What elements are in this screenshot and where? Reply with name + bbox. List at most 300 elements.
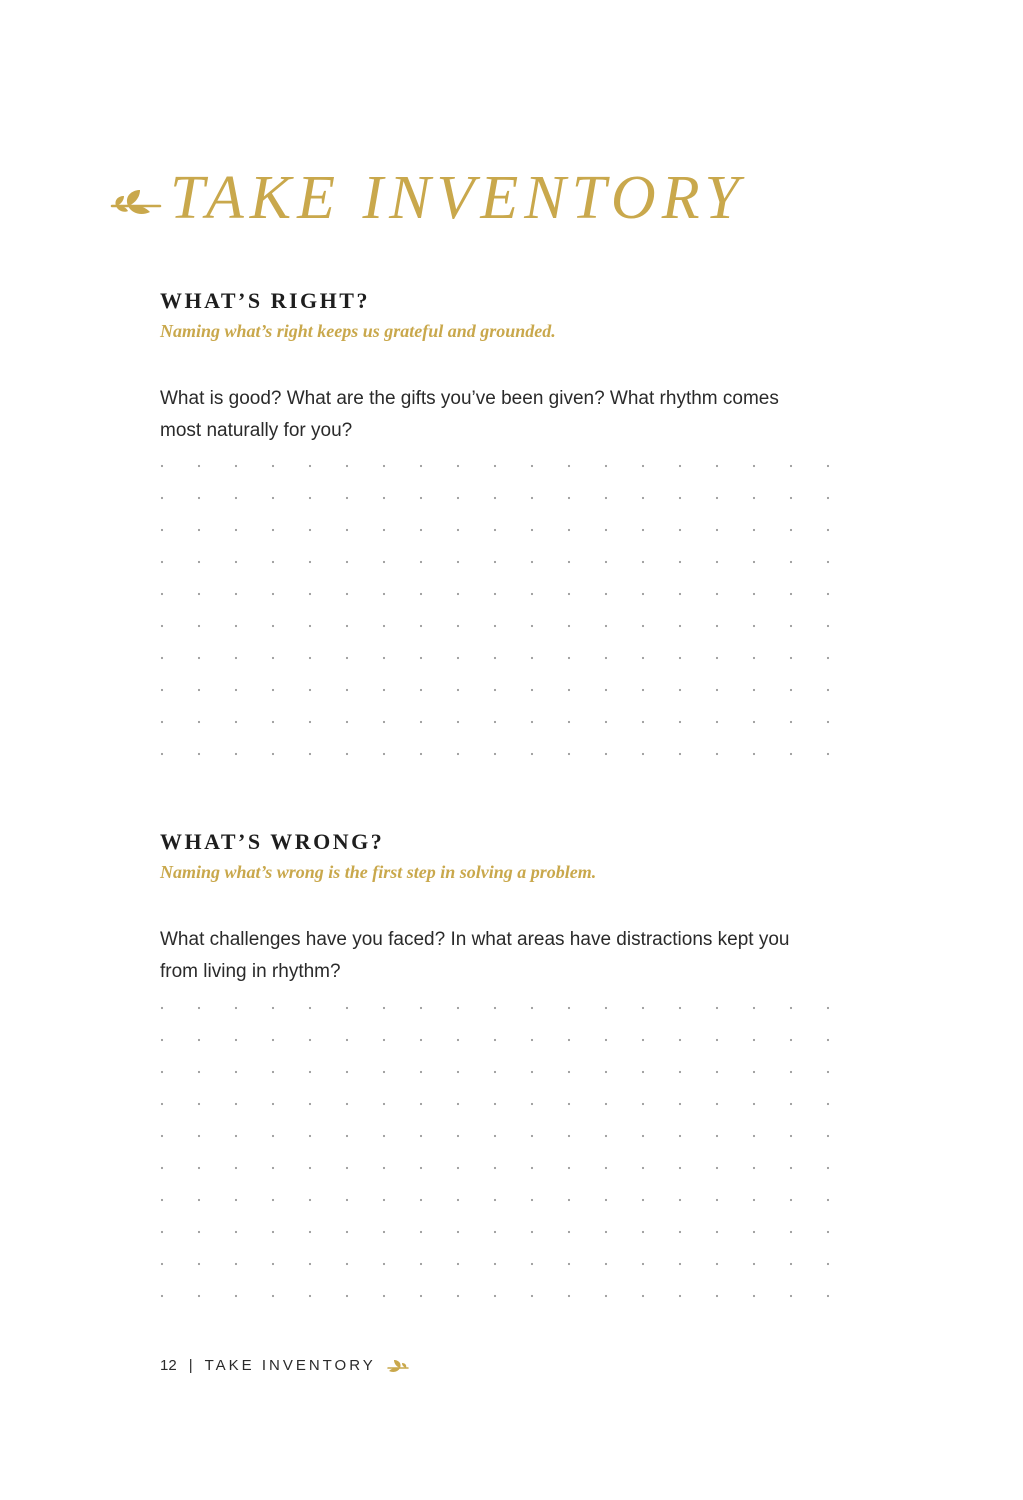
grid-dot	[679, 689, 681, 691]
grid-dot	[494, 497, 496, 499]
leaf-sprig-icon	[386, 1358, 410, 1374]
grid-dot	[420, 561, 422, 563]
grid-dot	[420, 1071, 422, 1073]
grid-dot	[568, 465, 570, 467]
grid-dot	[198, 753, 200, 755]
grid-dot	[161, 1199, 163, 1201]
grid-dot	[309, 1071, 311, 1073]
grid-dot	[272, 1103, 274, 1105]
grid-dot	[272, 529, 274, 531]
grid-dot	[383, 1263, 385, 1265]
grid-dot	[457, 1199, 459, 1201]
grid-dot	[716, 1167, 718, 1169]
grid-dot	[642, 721, 644, 723]
grid-dot	[531, 657, 533, 659]
grid-dot	[531, 721, 533, 723]
grid-dot	[198, 657, 200, 659]
grid-dot	[383, 497, 385, 499]
grid-dot	[346, 1167, 348, 1169]
grid-dot	[642, 561, 644, 563]
grid-dot	[457, 1167, 459, 1169]
grid-dot	[568, 561, 570, 563]
grid-dot	[309, 1199, 311, 1201]
page-header	[110, 158, 745, 238]
grid-dot	[198, 1231, 200, 1233]
grid-dot	[198, 1135, 200, 1137]
grid-dot	[605, 593, 607, 595]
grid-dot	[605, 561, 607, 563]
grid-dot	[494, 657, 496, 659]
grid-dot	[790, 625, 792, 627]
grid-dot	[605, 1039, 607, 1041]
grid-dot	[753, 1167, 755, 1169]
grid-dot	[568, 1167, 570, 1169]
grid-dot	[790, 561, 792, 563]
grid-dot	[679, 625, 681, 627]
section-whats-wrong	[160, 829, 860, 982]
running-title: TAKE INVENTORY	[204, 1357, 376, 1374]
grid-dot	[605, 1199, 607, 1201]
grid-dot	[457, 721, 459, 723]
grid-dot	[457, 529, 459, 531]
grid-dot	[753, 1135, 755, 1137]
grid-dot	[716, 593, 718, 595]
grid-dot	[346, 593, 348, 595]
grid-dot	[753, 689, 755, 691]
grid-dot	[309, 1167, 311, 1169]
grid-dot	[753, 465, 755, 467]
grid-dot	[716, 1007, 718, 1009]
grid-dot	[198, 593, 200, 595]
grid-dot	[235, 529, 237, 531]
grid-dot	[346, 529, 348, 531]
grid-dot	[457, 625, 459, 627]
grid-dot	[494, 1263, 496, 1265]
grid-dot	[679, 1103, 681, 1105]
grid-dot	[568, 1295, 570, 1297]
grid-dot	[235, 1295, 237, 1297]
grid-dot	[531, 1231, 533, 1233]
grid-dot	[827, 1039, 829, 1041]
grid-dot	[716, 497, 718, 499]
grid-dot	[531, 1263, 533, 1265]
grid-dot	[642, 657, 644, 659]
grid-dot	[642, 1199, 644, 1201]
grid-dot	[161, 1007, 163, 1009]
grid-dot	[235, 593, 237, 595]
grid-dot	[235, 657, 237, 659]
grid-dot	[605, 465, 607, 467]
grid-dot	[198, 625, 200, 627]
grid-dot	[161, 1135, 163, 1137]
grid-dot	[790, 1231, 792, 1233]
grid-dot	[272, 497, 274, 499]
grid-dot	[531, 689, 533, 691]
grid-dot	[198, 1167, 200, 1169]
grid-dot	[716, 1103, 718, 1105]
grid-dot	[383, 1039, 385, 1041]
grid-dot	[494, 721, 496, 723]
grid-dot	[420, 529, 422, 531]
grid-dot	[235, 721, 237, 723]
grid-dot	[605, 1071, 607, 1073]
grid-dot	[790, 1135, 792, 1137]
grid-dot	[494, 529, 496, 531]
section-subtitle: Naming what’s wrong is the first step in solving a problem.	[160, 862, 597, 883]
grid-dot	[309, 593, 311, 595]
grid-dot	[790, 689, 792, 691]
grid-dot	[531, 753, 533, 755]
grid-dot	[420, 465, 422, 467]
grid-dot	[420, 753, 422, 755]
grid-dot	[753, 561, 755, 563]
grid-dot	[679, 657, 681, 659]
grid-dot	[161, 1263, 163, 1265]
grid-dot	[605, 529, 607, 531]
grid-dot	[642, 753, 644, 755]
grid-dot	[494, 1135, 496, 1137]
grid-dot	[346, 721, 348, 723]
grid-dot	[272, 561, 274, 563]
grid-dot	[753, 1007, 755, 1009]
grid-dot	[494, 1295, 496, 1297]
grid-dot	[568, 497, 570, 499]
grid-dot	[679, 529, 681, 531]
grid-dot	[457, 1135, 459, 1137]
grid-dot	[531, 1039, 533, 1041]
grid-dot	[568, 1039, 570, 1041]
grid-dot	[679, 1231, 681, 1233]
section-whats-right	[160, 288, 860, 441]
grid-dot	[457, 593, 459, 595]
grid-dot	[383, 625, 385, 627]
grid-dot	[605, 1167, 607, 1169]
grid-dot	[642, 497, 644, 499]
grid-dot	[716, 529, 718, 531]
grid-dot	[309, 1231, 311, 1233]
grid-dot	[309, 1295, 311, 1297]
grid-dot	[790, 1071, 792, 1073]
grid-dot	[161, 497, 163, 499]
grid-dot	[457, 561, 459, 563]
grid-dot	[753, 593, 755, 595]
grid-dot	[827, 497, 829, 499]
grid-dot	[457, 497, 459, 499]
grid-dot	[420, 497, 422, 499]
grid-dot	[383, 1007, 385, 1009]
grid-dot	[716, 1263, 718, 1265]
grid-dot	[679, 1167, 681, 1169]
grid-dot	[346, 1231, 348, 1233]
grid-dot	[790, 657, 792, 659]
grid-dot	[568, 1199, 570, 1201]
grid-dot	[531, 561, 533, 563]
grid-dot	[605, 1295, 607, 1297]
grid-dot	[568, 529, 570, 531]
grid-dot	[568, 593, 570, 595]
grid-dot	[568, 689, 570, 691]
grid-dot	[161, 1295, 163, 1297]
grid-dot	[790, 1103, 792, 1105]
grid-dot	[198, 561, 200, 563]
grid-dot	[457, 465, 459, 467]
grid-dot	[827, 593, 829, 595]
grid-dot	[420, 1199, 422, 1201]
section-subtitle: Naming what’s right keeps us grateful and grounded.	[160, 321, 556, 342]
grid-dot	[309, 465, 311, 467]
grid-dot	[494, 625, 496, 627]
grid-dot	[753, 1103, 755, 1105]
grid-dot	[235, 1071, 237, 1073]
grid-dot	[235, 1039, 237, 1041]
grid-dot	[272, 1039, 274, 1041]
grid-dot	[531, 1135, 533, 1137]
grid-dot	[494, 465, 496, 467]
grid-dot	[605, 721, 607, 723]
grid-dot	[420, 657, 422, 659]
grid-dot	[309, 529, 311, 531]
grid-dot	[235, 625, 237, 627]
grid-dot	[716, 689, 718, 691]
grid-dot	[457, 1071, 459, 1073]
grid-dot	[198, 689, 200, 691]
grid-dot	[457, 753, 459, 755]
grid-dot	[309, 721, 311, 723]
grid-dot	[790, 497, 792, 499]
grid-dot	[605, 657, 607, 659]
grid-dot	[679, 753, 681, 755]
footer-separator: |	[188, 1357, 193, 1374]
grid-dot	[679, 593, 681, 595]
grid-dot	[642, 465, 644, 467]
grid-dot	[309, 689, 311, 691]
grid-dot	[235, 561, 237, 563]
grid-dot	[309, 561, 311, 563]
dot-grid-writing-area[interactable]	[160, 458, 840, 758]
grid-dot	[642, 1167, 644, 1169]
grid-dot	[716, 721, 718, 723]
grid-dot	[198, 465, 200, 467]
grid-dot	[309, 1007, 311, 1009]
grid-dot	[642, 689, 644, 691]
grid-dot	[272, 465, 274, 467]
grid-dot	[642, 1039, 644, 1041]
grid-dot	[716, 465, 718, 467]
grid-dot	[161, 593, 163, 595]
grid-dot	[753, 721, 755, 723]
grid-dot	[383, 465, 385, 467]
grid-dot	[272, 1199, 274, 1201]
grid-dot	[827, 689, 829, 691]
grid-dot	[790, 593, 792, 595]
grid-dot	[642, 1103, 644, 1105]
grid-dot	[827, 657, 829, 659]
grid-dot	[679, 465, 681, 467]
grid-dot	[235, 1263, 237, 1265]
grid-dot	[346, 1039, 348, 1041]
grid-dot	[827, 721, 829, 723]
grid-dot	[716, 657, 718, 659]
grid-dot	[420, 689, 422, 691]
grid-dot	[790, 465, 792, 467]
grid-dot	[235, 1231, 237, 1233]
grid-dot	[494, 1231, 496, 1233]
grid-dot	[346, 625, 348, 627]
grid-dot	[420, 1231, 422, 1233]
grid-dot	[753, 1231, 755, 1233]
grid-dot	[568, 657, 570, 659]
grid-dot	[494, 1103, 496, 1105]
grid-dot	[827, 753, 829, 755]
grid-dot	[716, 625, 718, 627]
grid-dot	[272, 689, 274, 691]
grid-dot	[679, 1199, 681, 1201]
dot-grid-writing-area[interactable]	[160, 1000, 840, 1300]
grid-dot	[494, 753, 496, 755]
grid-dot	[346, 1263, 348, 1265]
grid-dot	[531, 1167, 533, 1169]
grid-dot	[457, 1039, 459, 1041]
grid-dot	[420, 721, 422, 723]
grid-dot	[753, 1199, 755, 1201]
grid-dot	[605, 1007, 607, 1009]
grid-dot	[827, 561, 829, 563]
grid-dot	[309, 1039, 311, 1041]
grid-dot	[346, 1135, 348, 1137]
grid-dot	[568, 753, 570, 755]
grid-dot	[420, 1039, 422, 1041]
grid-dot	[605, 1103, 607, 1105]
grid-dot	[161, 753, 163, 755]
grid-dot	[457, 657, 459, 659]
grid-dot	[642, 1135, 644, 1137]
grid-dot	[679, 1071, 681, 1073]
grid-dot	[568, 1135, 570, 1137]
grid-dot	[457, 1295, 459, 1297]
grid-dot	[346, 657, 348, 659]
grid-dot	[679, 1007, 681, 1009]
grid-dot	[420, 1103, 422, 1105]
grid-dot	[272, 1071, 274, 1073]
grid-dot	[753, 529, 755, 531]
grid-dot	[642, 1007, 644, 1009]
grid-dot	[827, 1007, 829, 1009]
grid-dot	[716, 1199, 718, 1201]
grid-dot	[790, 721, 792, 723]
grid-dot	[161, 1039, 163, 1041]
grid-dot	[346, 1007, 348, 1009]
grid-dot	[642, 529, 644, 531]
grid-dot	[457, 689, 459, 691]
grid-dot	[383, 1135, 385, 1137]
grid-dot	[235, 465, 237, 467]
grid-dot	[346, 561, 348, 563]
grid-dot	[827, 1199, 829, 1201]
grid-dot	[309, 497, 311, 499]
grid-dot	[383, 1071, 385, 1073]
grid-dot	[827, 529, 829, 531]
grid-dot	[642, 1231, 644, 1233]
grid-dot	[716, 1135, 718, 1137]
grid-dot	[383, 657, 385, 659]
grid-dot	[642, 1263, 644, 1265]
grid-dot	[827, 465, 829, 467]
grid-dot	[346, 1103, 348, 1105]
grid-dot	[457, 1007, 459, 1009]
grid-dot	[235, 1007, 237, 1009]
grid-dot	[198, 1263, 200, 1265]
grid-dot	[716, 1071, 718, 1073]
grid-dot	[198, 497, 200, 499]
grid-dot	[827, 1295, 829, 1297]
grid-dot	[753, 1295, 755, 1297]
grid-dot	[383, 1199, 385, 1201]
grid-dot	[827, 1167, 829, 1169]
grid-dot	[198, 1295, 200, 1297]
grid-dot	[679, 1039, 681, 1041]
grid-dot	[568, 1263, 570, 1265]
grid-dot	[568, 1103, 570, 1105]
grid-dot	[309, 1135, 311, 1137]
grid-dot	[827, 1071, 829, 1073]
grid-dot	[272, 1135, 274, 1137]
grid-dot	[383, 689, 385, 691]
grid-dot	[309, 657, 311, 659]
grid-dot	[383, 593, 385, 595]
grid-dot	[309, 753, 311, 755]
grid-dot	[420, 1135, 422, 1137]
grid-dot	[827, 625, 829, 627]
grid-dot	[679, 561, 681, 563]
grid-dot	[161, 529, 163, 531]
grid-dot	[272, 657, 274, 659]
grid-dot	[642, 1295, 644, 1297]
grid-dot	[383, 721, 385, 723]
grid-dot	[790, 529, 792, 531]
grid-dot	[161, 657, 163, 659]
grid-dot	[568, 721, 570, 723]
grid-dot	[494, 689, 496, 691]
grid-dot	[383, 561, 385, 563]
grid-dot	[161, 721, 163, 723]
grid-dot	[716, 1231, 718, 1233]
grid-dot	[235, 689, 237, 691]
grid-dot	[383, 1167, 385, 1169]
grid-dot	[642, 625, 644, 627]
grid-dot	[272, 625, 274, 627]
section-heading: WHAT’S WRONG?	[160, 829, 385, 854]
grid-dot	[753, 1263, 755, 1265]
grid-dot	[531, 625, 533, 627]
section-prompt: What challenges have you faced? In what areas have distractions kept you from living in rhythm?	[160, 929, 790, 982]
grid-dot	[383, 1231, 385, 1233]
grid-dot	[198, 1039, 200, 1041]
grid-dot	[161, 1071, 163, 1073]
grid-dot	[420, 1295, 422, 1297]
grid-dot	[235, 1103, 237, 1105]
grid-dot	[605, 689, 607, 691]
grid-dot	[753, 753, 755, 755]
grid-dot	[420, 593, 422, 595]
grid-dot	[642, 593, 644, 595]
grid-dot	[420, 625, 422, 627]
grid-dot	[420, 1007, 422, 1009]
grid-dot	[790, 1007, 792, 1009]
grid-dot	[457, 1231, 459, 1233]
grid-dot	[161, 1103, 163, 1105]
grid-dot	[531, 593, 533, 595]
grid-dot	[383, 1103, 385, 1105]
